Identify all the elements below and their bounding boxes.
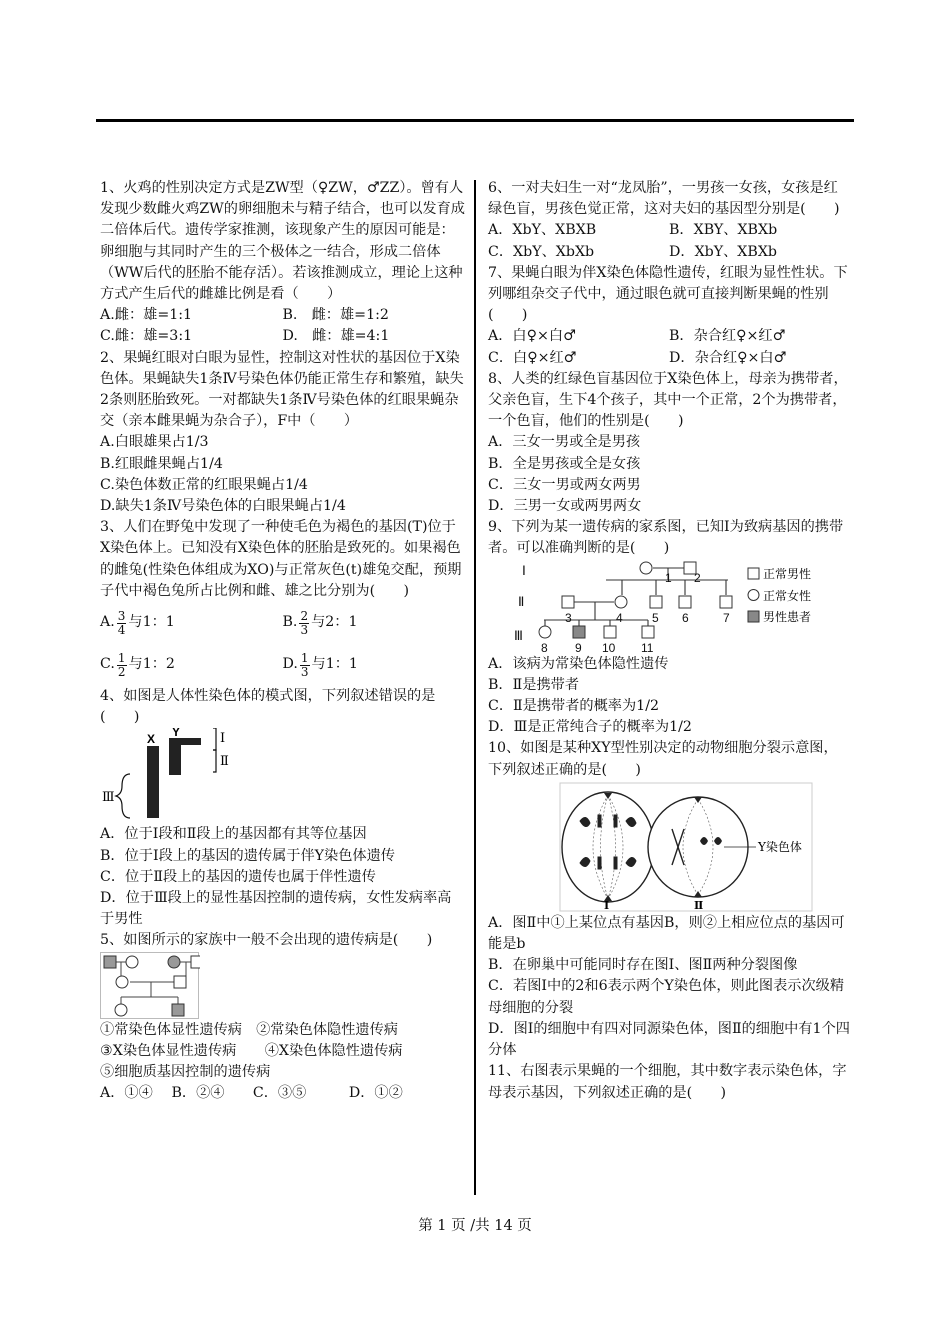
page-footer: 第 1 页 /共 14 页 bbox=[418, 1218, 532, 1234]
question-3 bbox=[100, 517, 465, 686]
cell-i-outline bbox=[562, 792, 654, 902]
x-label: X bbox=[147, 732, 156, 747]
q5-choice-5: ⑤细胞质基因控制的遗传病 bbox=[100, 1064, 271, 1081]
q10-option-a: A．图Ⅱ中①上某位点有基因B，则②上相应位点的基因可能是b bbox=[488, 914, 845, 953]
q3-option-c bbox=[100, 652, 283, 679]
sex-chromosome-diagram bbox=[100, 728, 250, 824]
normal-female-icon bbox=[615, 596, 627, 608]
q11-stem: 11、右图表示果蝇的一个细胞，其中数字表示染色体，字母表示基因，下列叙述正确的是( ) bbox=[488, 1063, 847, 1101]
q3-c-ratio: 与1：2 bbox=[128, 656, 175, 673]
q3-b-letter: B. bbox=[282, 614, 298, 631]
question-11 bbox=[488, 1061, 850, 1103]
q7-stem: 7、果蝇白眼为伴X染色体隐性遗传，红眼为显性性状。下列哪组杂交子代中，通过眼色就可直接判断果蝇的性别( ) bbox=[488, 264, 848, 324]
q1-option-c: C.雌：雄=3:1 bbox=[100, 328, 193, 345]
chromosome bbox=[614, 815, 617, 827]
individual-8-label: 8 bbox=[541, 640, 548, 654]
q3-option-a bbox=[100, 610, 283, 637]
q3-option-b bbox=[283, 610, 466, 637]
q6-stem: 6、一对夫妇生一对“龙凤胎”，一男孩一女孩，女孩是红绿色盲，男孩色觉正常，这对夫妇的基因型分别是( ) bbox=[488, 180, 840, 218]
q9-option-c: C．Ⅱ是携带者的概率为1/2 bbox=[488, 698, 660, 715]
individual-3-label: 3 bbox=[565, 610, 572, 625]
normal-male-icon bbox=[562, 596, 574, 608]
q3-d-ratio: 与1：1 bbox=[311, 656, 358, 673]
bracket-i bbox=[213, 728, 216, 750]
q2-option-c: C.染色体数正常的红眼果蝇占1/4 bbox=[100, 476, 308, 493]
generation-ii-label: Ⅱ bbox=[518, 593, 525, 609]
genetic-pedigree-chart bbox=[488, 560, 850, 654]
normal-female-icon bbox=[116, 976, 128, 988]
q2-option-a: A.白眼雄果占1/3 bbox=[100, 434, 209, 451]
q4-option-a: A．位于Ⅰ段和Ⅱ段上的基因都有其等位基因 bbox=[100, 826, 367, 843]
q4-option-d: D．位于Ⅲ段上的显性基因控制的遗传病，女性发病率高于男性 bbox=[100, 890, 452, 928]
q8-option-d: D．三男一女或两男两女 bbox=[488, 498, 642, 515]
legend-male-patient: 男性患者 bbox=[763, 609, 812, 624]
q3-d-denominator: 3 bbox=[300, 664, 309, 679]
legend-patient-icon bbox=[748, 611, 759, 622]
legend-normal-male: 正常男性 bbox=[763, 566, 812, 581]
individual-9-label: 9 bbox=[575, 640, 582, 654]
individual-6-label: 6 bbox=[682, 610, 689, 625]
q3-d-fraction bbox=[300, 652, 310, 679]
q3-d-numerator: 1 bbox=[300, 650, 309, 665]
right-column bbox=[488, 178, 850, 1104]
affected-male-icon bbox=[172, 1004, 184, 1016]
individual-5-label: 5 bbox=[652, 610, 659, 625]
q1-options bbox=[100, 305, 465, 347]
q2-option-b: B.红眼雌果蝇占1/4 bbox=[100, 455, 223, 472]
question-1 bbox=[100, 178, 465, 348]
normal-male-icon bbox=[174, 976, 186, 988]
question-5 bbox=[100, 930, 465, 1104]
legend-male-icon bbox=[748, 568, 759, 579]
question-6 bbox=[488, 178, 850, 263]
column-divider bbox=[474, 180, 476, 1195]
q7-option-b: B．杂合红♀×红♂ bbox=[669, 328, 786, 345]
q9-option-d: D．Ⅲ是正常纯合子的概率为1/2 bbox=[488, 719, 692, 736]
q3-option-d bbox=[283, 652, 466, 679]
segment-i-label: Ⅰ bbox=[220, 731, 226, 747]
normal-male-icon bbox=[191, 956, 200, 968]
generation-i-label: Ⅰ bbox=[522, 562, 526, 578]
cell-ii-label: Ⅱ bbox=[694, 898, 704, 912]
normal-female-icon bbox=[126, 956, 138, 968]
q8-option-c: C．三女一男或两女两男 bbox=[488, 476, 641, 493]
q3-stem: 3、人们在野兔中发现了一种使毛色为褐色的基因(T)位于X染色体上。已知没有X染色体的胚胎是致死的。如果褐色的雌兔(性染色体组成为XO)与正常灰色(t)雄兔交配，预期子代中褐色兔所占比例和雌、雄之比分别为( ) bbox=[100, 519, 462, 599]
family-pedigree-small bbox=[100, 952, 200, 1020]
q3-a-denominator: 4 bbox=[117, 622, 126, 637]
chromosome bbox=[598, 815, 601, 827]
q4-option-c: C．位于Ⅱ段上的基因的遗传也属于伴性遗传 bbox=[100, 868, 376, 885]
individual-1-label: 1 bbox=[665, 570, 672, 585]
q7-option-c: C．白♀×红♂ bbox=[488, 349, 577, 366]
normal-male-icon bbox=[679, 596, 691, 608]
q7-option-d: D．杂合红♀×白♂ bbox=[669, 349, 787, 366]
normal-male-icon bbox=[650, 596, 662, 608]
q3-c-fraction bbox=[117, 652, 127, 679]
legend-female-icon bbox=[748, 589, 759, 600]
chromosome bbox=[598, 857, 601, 869]
cell-i-label: Ⅰ bbox=[604, 898, 610, 912]
y-chromosome bbox=[169, 738, 181, 775]
q7-options bbox=[488, 326, 850, 368]
segment-ii-label: Ⅱ bbox=[220, 754, 229, 770]
q6-option-c: C．XbY、XbXb bbox=[488, 243, 595, 260]
affected-male-icon bbox=[104, 956, 116, 968]
q7-option-a: A．白♀×白♂ bbox=[488, 328, 576, 345]
segment-iii-label: Ⅲ bbox=[102, 790, 115, 806]
q3-b-fraction bbox=[299, 610, 309, 637]
q8-stem: 8、人类的红绿色盲基因位于X染色体上，母亲为携带者，父亲色盲，生下4个孩子，其中一个正常，2个为携带者，一个色盲，他们的性别是( ) bbox=[488, 370, 848, 430]
q4-option-b: B．位于Ⅰ段上的基因的遗传属于伴Y染色体遗传 bbox=[100, 847, 395, 864]
question-8 bbox=[488, 369, 850, 517]
q5-choice-3-4: ③X染色体显性遗传病 ④X染色体隐性遗传病 bbox=[100, 1042, 403, 1059]
q3-c-letter: C. bbox=[100, 656, 115, 673]
q3-d-letter: D. bbox=[282, 656, 298, 673]
legend-normal-female: 正常女性 bbox=[763, 588, 812, 603]
individual-10-label: 10 bbox=[602, 640, 616, 654]
normal-male-icon bbox=[720, 596, 732, 608]
q10-stem: 10、如图是某种XY型性别决定的动物细胞分裂示意图，下列叙述正确的是( ) bbox=[488, 740, 838, 778]
q9-option-b: B．Ⅱ是携带者 bbox=[488, 676, 580, 693]
q3-a-letter: A. bbox=[100, 614, 115, 631]
q10-option-c: C．若图Ⅰ中的2和6表示两个Y染色体，则此图表示次级精母细胞的分裂 bbox=[488, 978, 845, 1016]
y-label: Y bbox=[172, 728, 181, 740]
q3-b-ratio: 与2：1 bbox=[311, 614, 358, 631]
bracket-ii bbox=[213, 750, 216, 772]
q1-option-d: D. 雌：雄=4:1 bbox=[282, 328, 390, 345]
q6-option-d: D．XbY、XBXb bbox=[669, 243, 778, 260]
q3-a-ratio: 与1：1 bbox=[128, 614, 175, 631]
question-9 bbox=[488, 517, 850, 738]
q5-stem: 5、如图所示的家族中一般不会出现的遗传病是( ) bbox=[100, 932, 433, 949]
y-chromosome-label: Y染色体 bbox=[758, 839, 802, 854]
individual-11-label: 11 bbox=[641, 640, 654, 654]
q6-options bbox=[488, 220, 850, 262]
q3-c-denominator: 2 bbox=[117, 664, 126, 679]
q1-option-a: A.雌：雄=1:1 bbox=[100, 307, 193, 324]
individual-4-label: 4 bbox=[616, 610, 623, 625]
q9-option-a: A．该病为常染色体隐性遗传 bbox=[488, 655, 669, 672]
chromosome bbox=[614, 857, 617, 869]
left-column bbox=[100, 178, 465, 1105]
affected-male-icon bbox=[573, 626, 585, 638]
individual-7-label: 7 bbox=[723, 610, 730, 625]
q8-option-a: A．三女一男或全是男孩 bbox=[488, 434, 641, 451]
affected-female-icon bbox=[168, 956, 180, 968]
q3-c-numerator: 1 bbox=[117, 650, 126, 665]
q9-stem: 9、下列为某一遗传病的家系图，已知Ⅰ为致病基因的携带者。可以准确判断的是( ) bbox=[488, 519, 844, 557]
question-2 bbox=[100, 348, 465, 518]
q6-option-a: A．XbY、XBXB bbox=[488, 222, 597, 239]
q3-b-denominator: 3 bbox=[300, 622, 309, 637]
q8-option-b: B．全是男孩或全是女孩 bbox=[488, 455, 641, 472]
q3-options-row2 bbox=[100, 644, 465, 686]
bracket-iii bbox=[116, 774, 130, 818]
q5-choice-1-2: ①常染色体显性遗传病 ②常染色体隐性遗传病 bbox=[100, 1021, 398, 1038]
q4-stem: 4、如图是人体性染色体的模式图，下列叙述错误的是( ) bbox=[100, 688, 436, 726]
q10-option-d: D．图Ⅰ的细胞中有四对同源染色体，图Ⅱ的细胞中有1个四分体 bbox=[488, 1020, 850, 1059]
q6-option-b: B．XBY、XBXb bbox=[669, 222, 778, 239]
x-chromosome bbox=[147, 746, 159, 818]
header-rule bbox=[96, 119, 854, 122]
q5-options: A．①④ B．②④ C．③⑤ D．①② bbox=[100, 1085, 403, 1102]
q3-a-numerator: 3 bbox=[117, 608, 126, 623]
y-chromosome-arm bbox=[181, 738, 201, 745]
q1-option-b: B. 雌：雄=1:2 bbox=[282, 307, 389, 324]
question-4 bbox=[100, 686, 465, 930]
normal-male-icon bbox=[604, 626, 616, 638]
cell-division-diagram bbox=[488, 781, 850, 913]
normal-female-icon bbox=[539, 626, 551, 638]
q3-b-numerator: 2 bbox=[300, 608, 309, 623]
question-10 bbox=[488, 738, 850, 1061]
generation-iii-label: Ⅲ bbox=[514, 627, 523, 643]
individual-2-label: 2 bbox=[694, 570, 701, 585]
q2-option-d: D.缺失1条Ⅳ号染色体的白眼果蝇占1/4 bbox=[100, 498, 346, 515]
q3-a-fraction bbox=[117, 610, 127, 637]
question-7 bbox=[488, 263, 850, 369]
q3-options-row1 bbox=[100, 602, 465, 644]
q2-stem: 2、果蝇红眼对白眼为显性，控制这对性状的基因位于X染色体。果蝇缺失1条Ⅳ号染色体仍能正常生存和繁殖，缺失2条则胚胎致死。一对都缺失1条Ⅳ号染色体的红眼果蝇杂交（亲本雌果蝇为杂合子），F中（ ） bbox=[100, 349, 464, 430]
q10-option-b: B．在卵巢中可能同时存在图Ⅰ、图Ⅱ两种分裂图像 bbox=[488, 957, 798, 974]
normal-male-icon bbox=[642, 626, 654, 638]
q1-stem: 1、火鸡的性别决定方式是ZW型（♀ZW，♂ZZ）。曾有人发现少数雌火鸡ZW的卵细胞未与精子结合，也可以发育成二倍体后代。遗传学家推测，该现象产生的原因可能是：卵细胞与其同时产生的三个极体之一结合，形成二倍体（WW后代的胚胎不能存活）。若该推测成立，理论上这种方式产生后代的雌雄比例是看（ ） bbox=[100, 180, 465, 303]
normal-female-icon bbox=[640, 562, 652, 574]
normal-female-icon bbox=[115, 1004, 127, 1016]
